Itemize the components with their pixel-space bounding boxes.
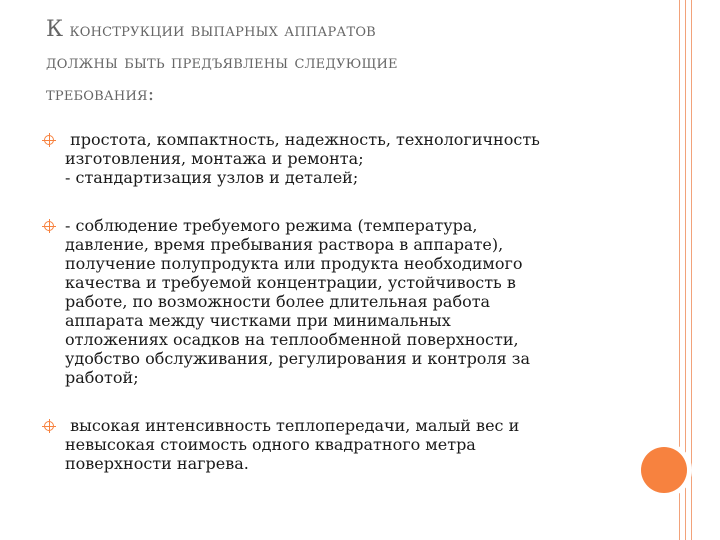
- bullet-3-line-2: невысокая стоимость одного квадратного метра: [65, 435, 476, 454]
- title-line-1: [46, 14, 666, 46]
- list-item: [44, 130, 644, 187]
- frame-line-2: [685, 0, 686, 540]
- bullet-2-line-3: получение полупродукта или продукта необходимого: [65, 254, 523, 273]
- bullet-1-line-2: изготовления, монтажа и ремонта;: [65, 149, 364, 168]
- list-item: [44, 216, 644, 387]
- circle-crosshair-icon: [44, 221, 54, 231]
- bullet-2-line-8: удобство обслуживания, регулирования и контроля за: [65, 349, 531, 368]
- title-line-2: [46, 46, 666, 78]
- orange-circle-decoration: [641, 447, 687, 493]
- slide-title: [46, 14, 666, 110]
- bullet-1-line-3: - стандартизация узлов и деталей;: [65, 168, 359, 187]
- bullet-2-line-1: - соблюдение требуемого режима (температура,: [65, 216, 478, 235]
- title-initial-cap: К: [46, 17, 64, 42]
- bullet-2-line-4: качества и требуемой концентрации, устойчивость в: [65, 273, 516, 292]
- bullet-2-line-7: отложениях осадков на теплообменной поверхности,: [65, 330, 519, 349]
- bullet-3-line-1: высокая интенсивность теплопередачи, малый вес и: [65, 416, 520, 435]
- bullet-2-line-6: аппарата между чистками при минимальных: [65, 311, 451, 330]
- title-line-3-text: требования:: [46, 83, 155, 105]
- circle-crosshair-icon: [44, 135, 54, 145]
- bullet-2-line-5: работе, по возможности более длительная работа: [65, 292, 491, 311]
- title-line-3: [46, 78, 666, 110]
- frame-line-3: [691, 0, 692, 540]
- title-line-2-text: должны быть предъявлены следующие: [46, 51, 398, 73]
- title-line-1-text: конструкции выпарных аппаратов: [63, 19, 376, 41]
- bullet-1-line-1: простота, компактность, надежность, технологичность: [65, 130, 540, 149]
- bullet-3-line-3: поверхности нагрева.: [65, 454, 249, 473]
- bullet-2-line-2: давление, время пребывания раствора в аппарате),: [65, 235, 504, 254]
- requirements-list: [44, 130, 644, 473]
- bullet-2-line-9: работой;: [65, 368, 139, 387]
- circle-crosshair-icon: [44, 421, 54, 431]
- list-item: [44, 416, 644, 473]
